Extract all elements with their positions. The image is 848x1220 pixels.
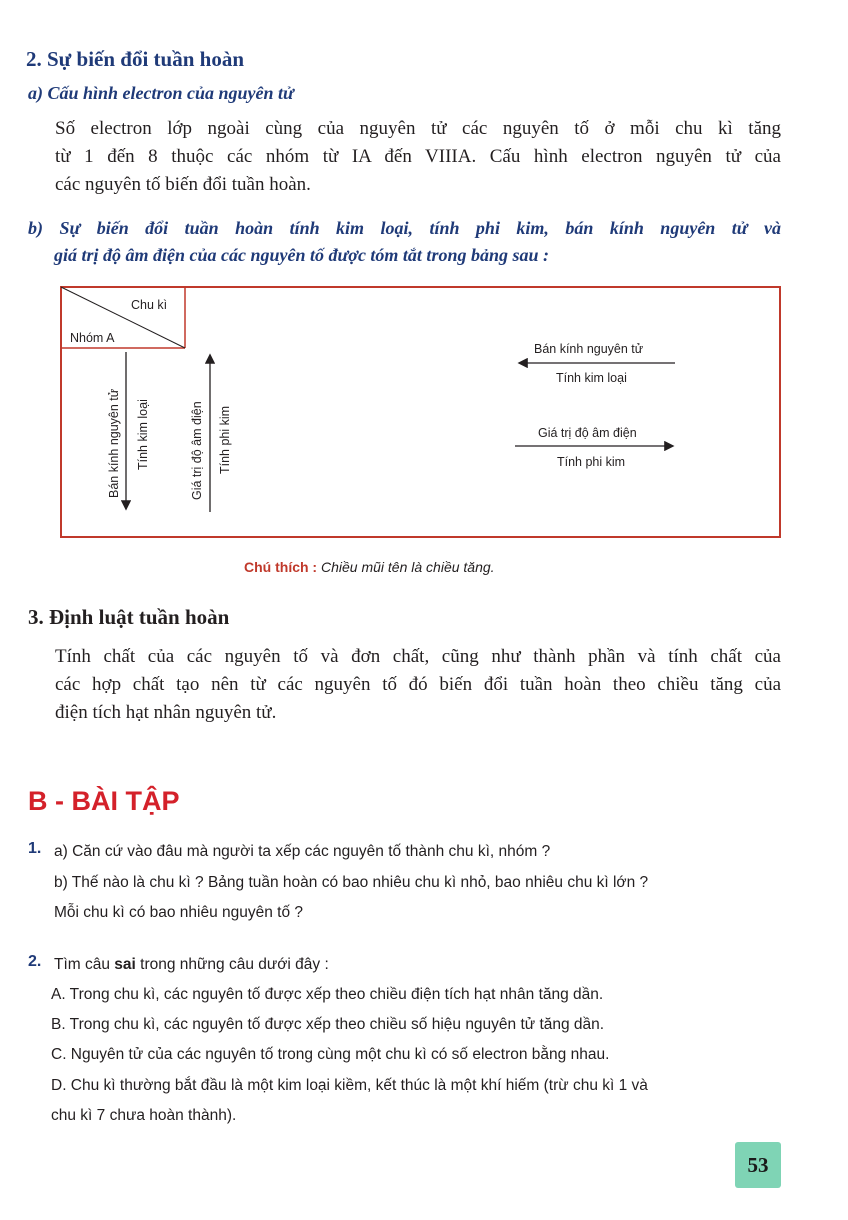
section-2-heading: 2. Sự biến đổi tuần hoàn xyxy=(26,47,245,71)
question-1-line: a) Căn cứ vào đâu mà người ta xếp các nguyên tố thành chu kì, nhóm ? xyxy=(54,843,551,860)
subsection-b-line: b) Sự biến đổi tuần hoàn tính kim loại, tính phi kim, bán kính nguyên tử và xyxy=(28,218,781,238)
label-chu-ki: Chu kì xyxy=(131,298,168,312)
label-do-am-dien-horizontal: Giá trị độ âm điện xyxy=(538,426,637,440)
label-tinh-kim-loai-horizontal: Tính kim loại xyxy=(556,371,627,385)
option-d-continued: chu kì 7 chưa hoàn thành). xyxy=(51,1107,237,1124)
question-2-stem-pre: Tìm câu xyxy=(54,956,115,973)
question-2-stem-post: trong những câu dưới đây : xyxy=(135,956,329,973)
paragraph-a-line: Số electron lớp ngoài cùng của nguyên tử các nguyên tố ở mỗi chu kì tăng xyxy=(55,118,781,139)
subsection-b-line: giá trị độ âm điện của các nguyên tố được tóm tắt trong bảng sau : xyxy=(54,245,549,265)
label-tinh-phi-kim-vertical: Tính phi kim xyxy=(218,405,232,474)
option-b: B. Trong chu kì, các nguyên tố được xếp theo chiều số hiệu nguyên tử tăng dần. xyxy=(51,1016,605,1033)
caption-text: Chiều mũi tên là chiều tăng. xyxy=(321,559,495,575)
option-a: A. Trong chu kì, các nguyên tố được xếp theo chiều điện tích hạt nhân tăng dần. xyxy=(51,986,604,1003)
label-do-am-dien-vertical: Giá trị độ âm điện xyxy=(190,401,204,500)
paragraph-3 xyxy=(55,643,781,727)
label-tinh-kim-loai-vertical: Tính kim loại xyxy=(136,399,150,470)
subsection-a-heading: a) Cấu hình electron của nguyên tử xyxy=(28,83,294,103)
question-2-stem-bold: sai xyxy=(114,956,136,973)
paragraph-3-line: điện tích hạt nhân nguyên tử. xyxy=(55,702,277,723)
question-2-stem xyxy=(54,956,329,974)
label-ban-kinh-vertical: Bán kính nguyên tử xyxy=(107,388,121,498)
label-nhom-a: Nhóm A xyxy=(70,331,115,345)
label-ban-kinh-horizontal: Bán kính nguyên tử xyxy=(534,342,644,356)
question-1-line: b) Thế nào là chu kì ? Bảng tuần hoàn có bao nhiêu chu kì nhỏ, bao nhiêu chu kì lớn ? xyxy=(54,874,649,891)
option-c: C. Nguyên tử của các nguyên tố trong cùng một chu kì có số electron bằng nhau. xyxy=(51,1046,610,1063)
paragraph-a-line: từ 1 đến 8 thuộc các nhóm từ IA đến VIIIA. Cấu hình electron nguyên tử của xyxy=(55,146,781,167)
exercises-title: B - BÀI TẬP xyxy=(28,786,180,816)
page-number: 53 xyxy=(735,1142,781,1188)
paragraph-a-line: các nguyên tố biến đổi tuần hoàn. xyxy=(55,174,311,195)
diagram-caption xyxy=(244,559,495,575)
paragraph-3-line: Tính chất của các nguyên tố và đơn chất, cũng như thành phần và tính chất của xyxy=(55,646,781,667)
question-1-line: Mỗi chu kì có bao nhiêu nguyên tố ? xyxy=(54,904,304,921)
section-3-heading: 3. Định luật tuần hoàn xyxy=(28,605,230,629)
caption-label: Chú thích : xyxy=(244,559,318,575)
option-d: D. Chu kì thường bắt đầu là một kim loại kiềm, kết thúc là một khí hiếm (trừ chu kì 1 và xyxy=(51,1077,648,1094)
paragraph-3-line: các hợp chất tạo nên từ các nguyên tố đó biến đổi tuần hoàn theo chiều tăng của xyxy=(55,674,781,695)
question-2-number: 2. xyxy=(28,953,42,970)
question-1-number: 1. xyxy=(28,840,42,857)
label-tinh-phi-kim-horizontal: Tính phi kim xyxy=(557,455,626,469)
